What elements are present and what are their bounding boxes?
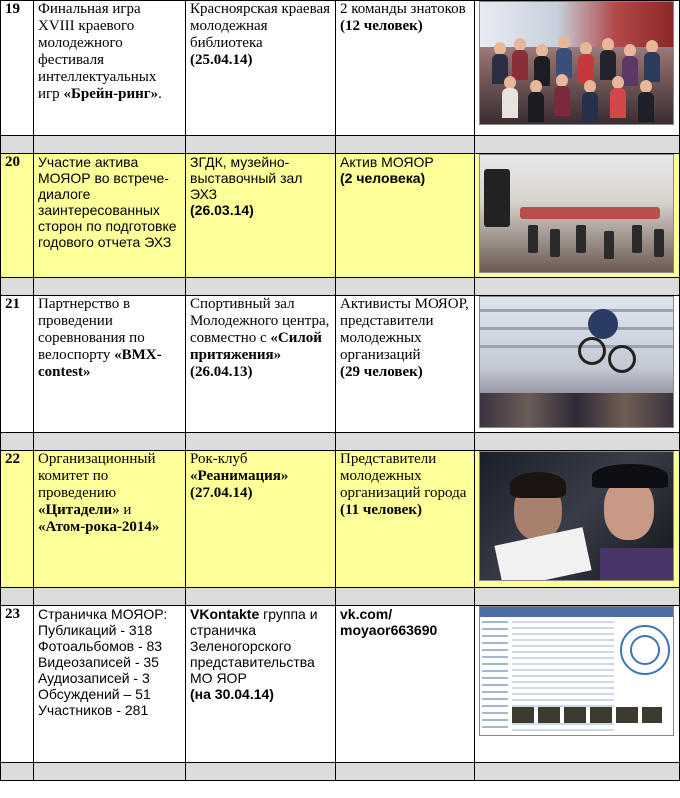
event-place: VKontakte группа и страничка Зеленогорского представительства МО ЯОР (на 30.04.14) (186, 606, 336, 763)
table-row (1, 1, 680, 136)
row-number: 20 (1, 154, 34, 278)
event-place: Красноярская краевая молодежная библиотека (25.04.14) (186, 1, 336, 136)
event-place: ЗГДК, музейно-выставочный зал ЭХЗ (26.03.14) (186, 154, 336, 278)
row-number: 19 (1, 1, 34, 136)
event-description: Участие актива МОЯОР во встрече-диалоге заинтересованных сторон по подготовке годового отчета ЭХЗ (34, 154, 186, 278)
photo-cell (475, 1, 680, 136)
rock-photo (479, 451, 674, 581)
table-row (1, 606, 680, 763)
photo-cell (475, 296, 680, 433)
event-description: Страничка МОЯОР: Публикаций - 318 Фотоальбомов - 83 Видеозаписей - 35 Аудиозаписей - 3 Обсуждений – 51 Участников - 281 (34, 606, 186, 763)
separator-row (1, 588, 680, 606)
separator-row (1, 278, 680, 296)
bmx-photo (479, 296, 674, 428)
event-description: Финальная игра XVIII краевого молодежного фестиваля интеллектуальных игр «Брейн-ринг». (34, 1, 186, 136)
vk-link[interactable]: vk.com/ moyaor663690 (340, 606, 438, 638)
photo-cell (475, 451, 680, 588)
table-row (1, 451, 680, 588)
event-participants: 2 команды знатоков (12 человек) (336, 1, 475, 136)
group-photo (479, 1, 674, 125)
event-participants (336, 606, 475, 763)
event-description: Организационный комитет по проведению «Цитадели» и «Атом-рока-2014» (34, 451, 186, 588)
table-row (1, 296, 680, 433)
event-participants: Представители молодежных организаций города (11 человек) (336, 451, 475, 588)
separator-row (1, 763, 680, 781)
photo-cell (475, 606, 680, 763)
vk-screenshot (479, 606, 674, 736)
separator-row (1, 136, 680, 154)
event-place: Спортивный зал Молодежного центра, совместно с «Силой притяжения» (26.04.13) (186, 296, 336, 433)
table-row (1, 154, 680, 278)
photo-cell (475, 154, 680, 278)
event-description: Партнерство в проведении соревнования по велоспорту «BMX-contest» (34, 296, 186, 433)
event-participants: Актив МОЯОР (2 человека) (336, 154, 475, 278)
event-participants: Активисты МОЯОР, представители молодежных организаций (29 человек) (336, 296, 475, 433)
row-number: 21 (1, 296, 34, 433)
meeting-photo (479, 154, 674, 273)
separator-row (1, 433, 680, 451)
row-number: 22 (1, 451, 34, 588)
row-number: 23 (1, 606, 34, 763)
event-place: Рок-клуб «Реанимация» (27.04.14) (186, 451, 336, 588)
